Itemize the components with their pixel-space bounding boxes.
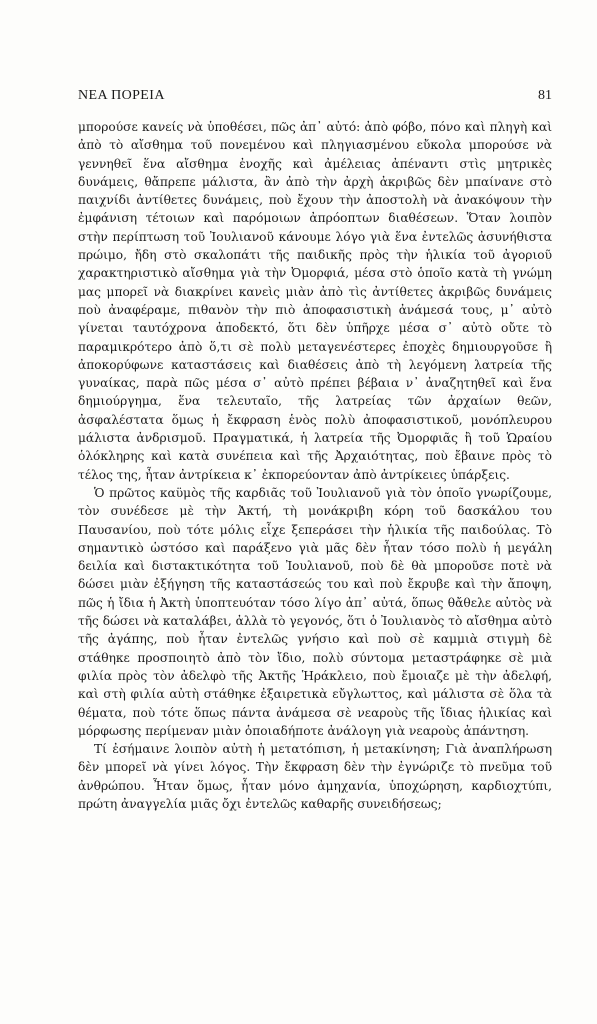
running-title: ΝΕΑ ΠΟΡΕΙΑ <box>78 88 165 103</box>
paragraph-1: μπορούσε κανείς νὰ ὑποθέσει, πῶς ἀπ᾽ αὐτό: ἀπὸ φόβο, πόνο καὶ πληγὴ καὶ ἀπὸ τὸ αἴσθημα τοῦ πονεμένου καὶ πληγιασμένου εὔκολα μπορούσε νὰ γεννηθεῖ ἕνα αἴσθημα ἐνοχῆς καὶ ἀμέλειας ἀπέναντι στὶς μητρικὲς δυνάμεις, θἄπρεπε μάλιστα, ἂν ἀπὸ τὴν ἀρχὴ ἀκριβῶς δὲν μπαίνανε στὸ παιχνίδι ἀντίθετες δυνάμεις, ποὺ ἔχουν τὴν ἀποστολὴ νὰ ἀνακόψουν τὴν ἐμφάνιση τέτοιων καὶ παρόμοιων ἀπρόοπτων διαθέσεων. Ὅταν λοιπὸν στὴν περίπτωση τοῦ Ἰουλιανοῦ κάνουμε λόγο γιὰ ἕνα ἐντελῶς ἀσυνήθιστα πρώιμο, ἤδη στὸ σκαλοπάτι τῆς παιδικῆς πρὸς τὴν ἡλικία τοῦ ἀγοριοῦ χαρακτηριστικὸ αἴσθημα γιὰ τὴν Ὀμορφιά, μέσα στὸ ὁποῖο κατὰ τὴ γνώμη μας μπορεῖ νὰ διακρίνει κανεὶς μιὰν ἀπὸ τὶς ἀντίθετες ἀκριβῶς δυνάμεις ποὺ ἀναφέραμε, πιθανὸν τὴν πιὸ ἀποφασιστικὴ ἀνάμεσά τους, μ᾽ αὐτὸ γίνεται ταυτόχρονα ἀποδεκτό, ὅτι δὲν ὑπῆρχε μέσα σ᾽ αὐτὸ οὔτε τὸ παραμικρότερο ἀπὸ ὅ,τι σὲ πολὺ μεταγενέστερες ἐποχὲς δημιουργοῦσε ἢ ἀποκορύφωνε καταστάσεις καὶ διαθέσεις ἀπὸ τὴ λεγόμενη λατρεία τῆς γυναίκας, παρὰ πῶς μέσα σ᾽ αὐτὸ πρέπει βέβαια ν᾽ ἀναζητηθεῖ καὶ ἕνα δημιούργημα, ἕνα τελευταῖο, τῆς λατρείας τῶν ἀρχαίων θεῶν, ἀσφαλέστατα ὅμως ἡ ἔκφραση ἑνὸς πολὺ ἀποφασιστικοῦ, μονόπλευρου μάλιστα ἀνδρισμοῦ. Πραγματικά, ἡ λατρεία τῆς Ὀμορφιᾶς ἢ τοῦ Ὡραίου ὁλόκληρης καὶ κατὰ συνέπεια καὶ τῆς Ἀρχαιότητας, ποὺ ἔβαινε πρὸς τὸ τέλος της, ἦταν ἀντρίκεια κ᾽ ἐκπορεύονταν ἀπὸ ἀντρίκειες ὑπάρξεις. <box>78 120 552 482</box>
paragraph-3: Τί ἐσήμαινε λοιπὸν αὐτὴ ἡ μετατόπιση, ἡ μετακίνηση; Γιὰ ἀναπλήρωση δὲν μπορεῖ νὰ γίνει λόγος. Τὴν ἔκφραση δὲν τὴν ἐγνώριζε τὸ πνεῦμα τοῦ ἀνθρώπου. Ἦταν ὅμως, ἦταν μόνο ἀμηχανία, ὑποχώρηση, καρδιοχτύπι, πρώτη ἀναγγελία μιᾶς ὄχι ἐντελῶς καθαρῆς συνειδήσεως; <box>78 742 552 811</box>
page-number: 81 <box>538 88 552 103</box>
paragraph-2: Ὁ πρῶτος καϋμὸς τῆς καρδιᾶς τοῦ Ἰουλιανοῦ γιὰ τὸν ὁποῖο γνωρίζουμε, τὸν συνέδεσε μὲ τὴν Ἀκτή, τὴ μονάκριβη κόρη τοῦ δασκάλου του Παυσανίου, ποὺ τότε μόλις εἶχε ξεπεράσει τὴν ἡλικία τῆς παιδούλας. Τὸ σημαντικὸ ὡστόσο καὶ παράξενο γιὰ μᾶς δὲν ἦταν τόσο πολὺ ἡ μεγάλη δειλία καὶ διστακτικότητα τοῦ Ἰουλιανοῦ, ποὺ δὲ θὰ μποροῦσε ποτὲ νὰ δώσει μιὰν ἐξήγηση τῆς καταστάσεώς του καὶ ποὺ ἔκρυβε καὶ τὴν ἄποψη, πῶς ἡ ἴδια ἡ Ἀκτὴ ὑποπτευόταν τόσο λίγο ἀπ᾽ αὐτά, ὅπως θἄθελε αὐτὸς νὰ τῆς δώσει νὰ καταλάβει, ἀλλὰ τὸ γεγονός, ὅτι ὁ Ἰουλιανὸς τὸ αἴσθημα αὐτὸ τῆς ἀγάπης, ποὺ ἦταν ἐντελῶς γνήσιο καὶ ποὺ σὲ καμμιὰ στιγμὴ δὲ στάθηκε προσποιητὸ ἀπὸ τὸν ἴδιο, πολὺ σύντομα μεταστράφηκε σὲ μιὰ φιλία πρὸς τὸν ἀδελφὸ τῆς Ἀκτῆς Ἡράκλειο, ποὺ ἔμοιαζε μὲ τὴν ἀδελφή, καὶ στὴ φιλία αὐτὴ στάθηκε ἐξαιρετικὰ εὔγλωττος, καὶ μάλιστα σὲ ὅλα τὰ θέματα, ποὺ τότε ὅπως πάντα ἀνάμεσα σὲ νεαροὺς τῆς ἴδιας ἡλικίας καὶ μόρφωσης περίμεναν μιὰν ὁποιαδήποτε ἀνάλογη γιὰ νεαροὺς ἀπάντηση. <box>78 485 552 738</box>
page-header <box>78 88 552 104</box>
body-text <box>78 118 552 813</box>
